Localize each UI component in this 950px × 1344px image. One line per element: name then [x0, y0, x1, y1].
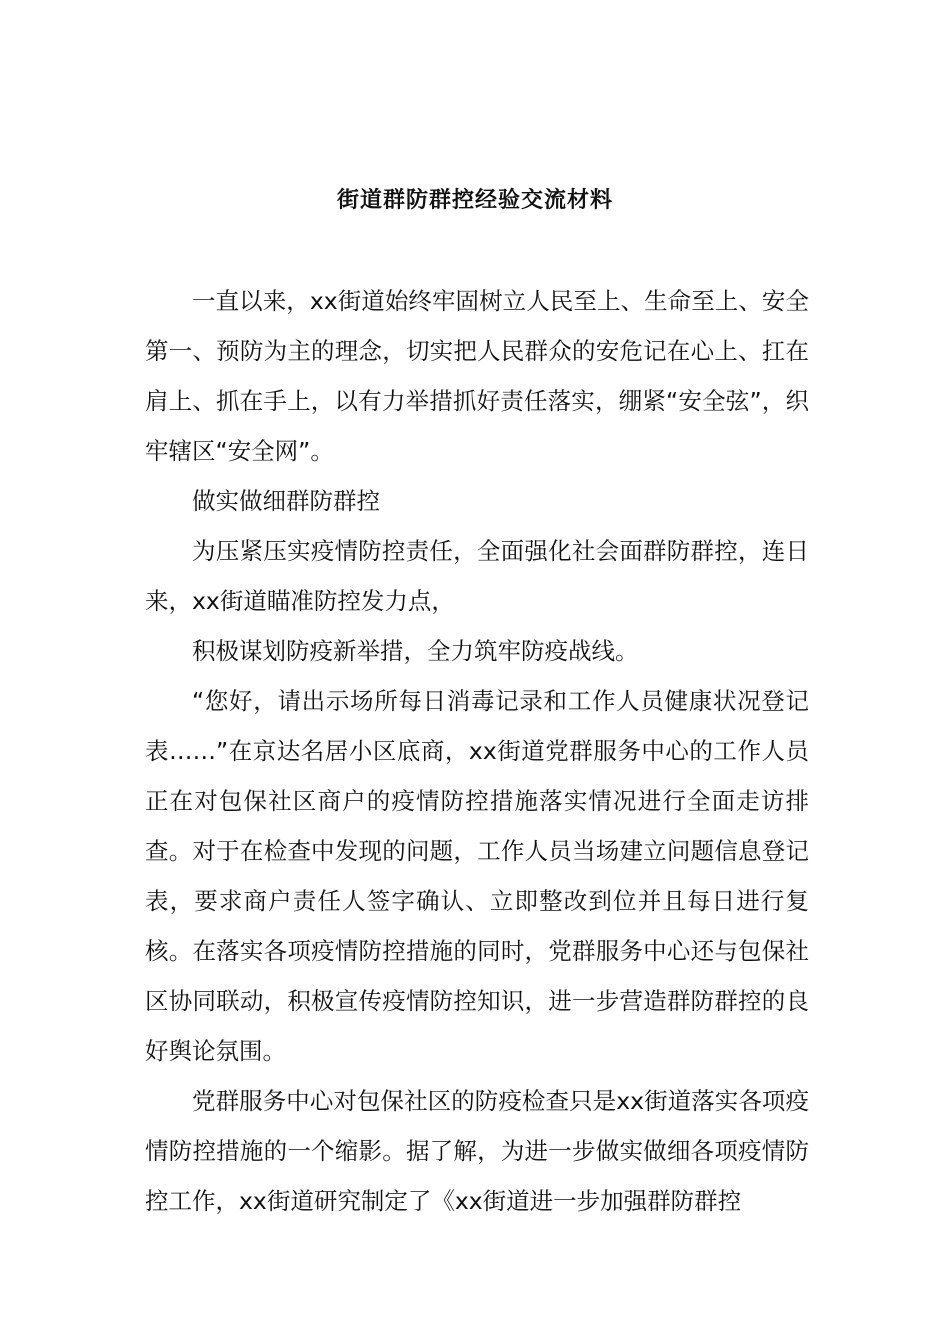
paragraph-measures: 积极谋划防疫新举措，全力筑牢防疫战线。 — [192, 637, 639, 665]
paragraph-summary: 党群服务中心对包保社区的防疫检查只是xx街道落实各项疫情防控措施的一个缩影。据了解，为进一步做实做细各项疫情防控工作，xx街道研究制定了《xx街道进一步加强群防群控 — [145, 1087, 809, 1215]
paragraph-inspection: “您好，请出示场所每日消毒记录和工作人员健康状况登记表……”在京达名居小区底商，xx街道党群服务中心的工作人员正在对包保社区商户的疫情防控措施落实情况进行全面走访排查。对于在检查中发现的问题，工作人员当场建立问题信息登记表，要求商户责任人签字确认、立即整改到位并且每日进行复核。在落实各项疫情防控措施的同时，党群服务中心还与包保社区协同联动，积极宣传疫情防控知识，进一步营造群防群控的良好舆论氛围。 — [145, 687, 809, 1065]
document-body — [145, 276, 809, 1226]
paragraph-responsibility: 为压紧压实疫情防控责任，全面强化社会面群防群控，连日来，xx街道瞄准防控发力点， — [145, 537, 809, 615]
paragraph-intro: 一直以来，xx街道始终牢固树立人民至上、生命至上、安全第一、预防为主的理念，切实把人民群众的安危记在心上、扛在肩上、抓在手上，以有力举措抓好责任落实，绷紧“安全弦”，织牢辖区“安全网”。 — [145, 287, 809, 465]
section-heading: 做实做细群防群控 — [192, 487, 380, 515]
document-title: 街道群防群控经验交流材料 — [336, 188, 613, 213]
